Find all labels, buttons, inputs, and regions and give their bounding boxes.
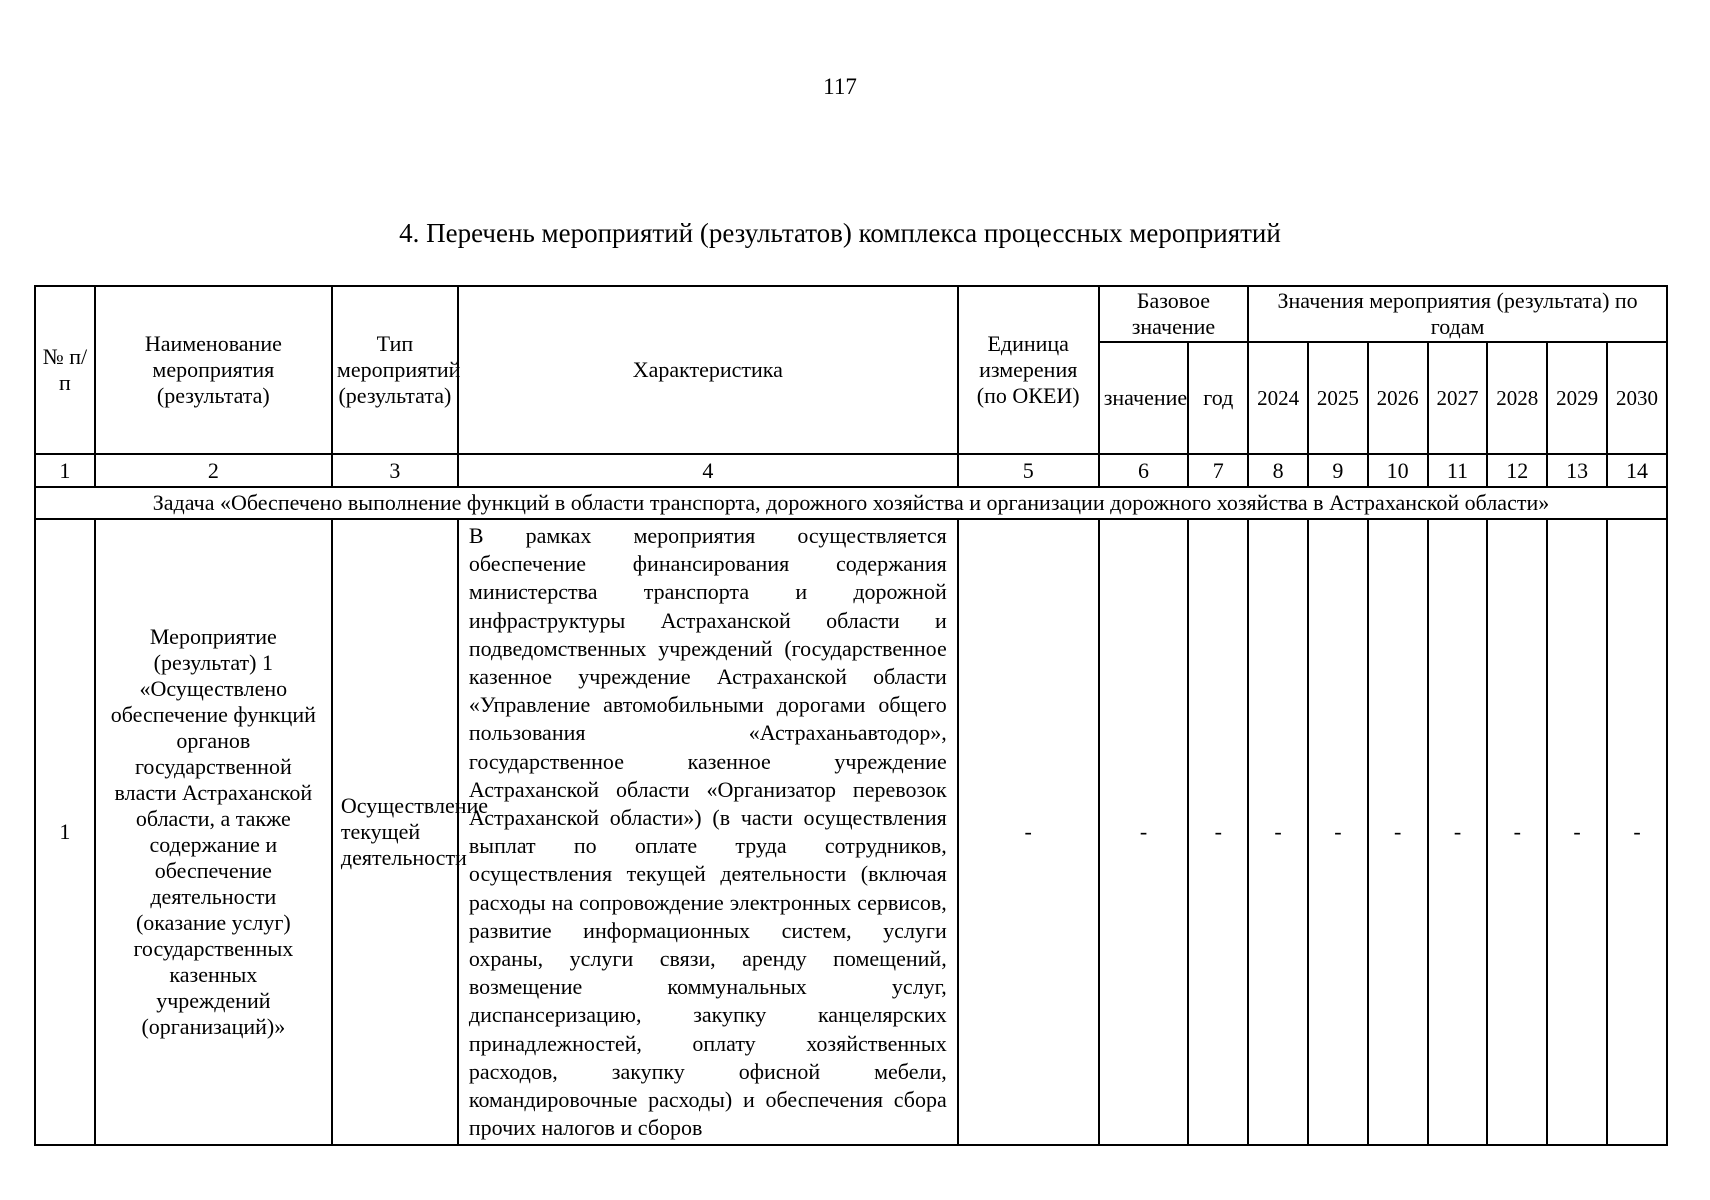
page-title: 4. Перечень мероприятий (результатов) комплекса процессных мероприятий [399,218,1281,248]
header-characteristic: Характеристика [458,286,958,454]
header-base-value: значение [1099,342,1189,454]
header-year: 2027 [1428,342,1488,454]
row-year-value: - [1607,519,1667,1145]
header-type: Тип мероприятий (результата) [332,286,458,454]
header-year: 2030 [1607,342,1667,454]
header-unit: Единица измерения (по ОКЕИ) [958,286,1099,454]
row-year-value: - [1547,519,1607,1145]
header-year: 2028 [1487,342,1547,454]
column-number: 8 [1248,454,1308,487]
row-unit: - [958,519,1099,1145]
row-name: Мероприятие (результат) 1 «Осуществлено обеспечение функций органов государственной власти Астраханской области, а также содержание и обеспечение деятельности (оказание услуг) государственных казенных учреждений (организаций)» [95,519,332,1145]
row-year-value: - [1487,519,1547,1145]
column-number: 4 [458,454,958,487]
column-number: 5 [958,454,1099,487]
row-type: Осуществление текущей деятельности [332,519,458,1145]
row-year-value: - [1428,519,1488,1145]
row-base-year: - [1188,519,1248,1145]
activities-table [34,285,1668,1146]
column-number: 3 [332,454,458,487]
column-number: 2 [95,454,332,487]
header-year: 2029 [1547,342,1607,454]
header-name: Наименование мероприятия (результата) [95,286,332,454]
row-num: 1 [35,519,95,1145]
column-number: 12 [1487,454,1547,487]
task-text: Задача «Обеспечено выполнение функций в области транспорта, дорожного хозяйства и организации дорожного хозяйства в Астраханской области» [35,487,1667,519]
column-number: 11 [1428,454,1488,487]
column-number: 9 [1308,454,1368,487]
header-base-year: год [1188,342,1248,454]
column-number: 14 [1607,454,1667,487]
column-number: 6 [1099,454,1189,487]
column-number: 7 [1188,454,1248,487]
column-numbers-row [35,454,1667,487]
column-number: 10 [1368,454,1428,487]
row-year-value: - [1248,519,1308,1145]
header-num: № п/п [35,286,95,454]
header-base-group: Базовое значение [1099,286,1249,342]
header-year: 2024 [1248,342,1308,454]
page-number: 117 [823,74,857,99]
header-year: 2025 [1308,342,1368,454]
row-year-value: - [1308,519,1368,1145]
header-year: 2026 [1368,342,1428,454]
column-number: 1 [35,454,95,487]
task-row [35,487,1667,519]
row-characteristic: В рамках мероприятия осуществляется обеспечение финансирования содержания министерства транспорта и дорожной инфраструктуры Астраханской области и подведомственных учреждений (государственное казенное учреждение Астраханской области «Управление автомобильными дорогами общего пользования «Астраханьавтодор», государственное казенное учреждение Астраханской области «Организатор перевозок Астраханской области») (в части осуществления выплат по оплате труда сотрудников, осуществления текущей деятельности (включая расходы на сопровождение электронных сервисов, развитие информационных систем, услуги охраны, услуги связи, аренду помещений, возмещение коммунальных услуг, диспансеризацию, закупку канцелярских принадлежностей, оплату хозяйственных расходов, закупку офисной мебели, командировочные расходы) и обеспечения сбора прочих налогов и сборов [458,519,958,1145]
row-base-value: - [1099,519,1189,1145]
column-number: 13 [1547,454,1607,487]
row-year-value: - [1368,519,1428,1145]
table-row [35,519,1667,1145]
header-years-group: Значения мероприятия (результата) по годам [1248,286,1667,342]
